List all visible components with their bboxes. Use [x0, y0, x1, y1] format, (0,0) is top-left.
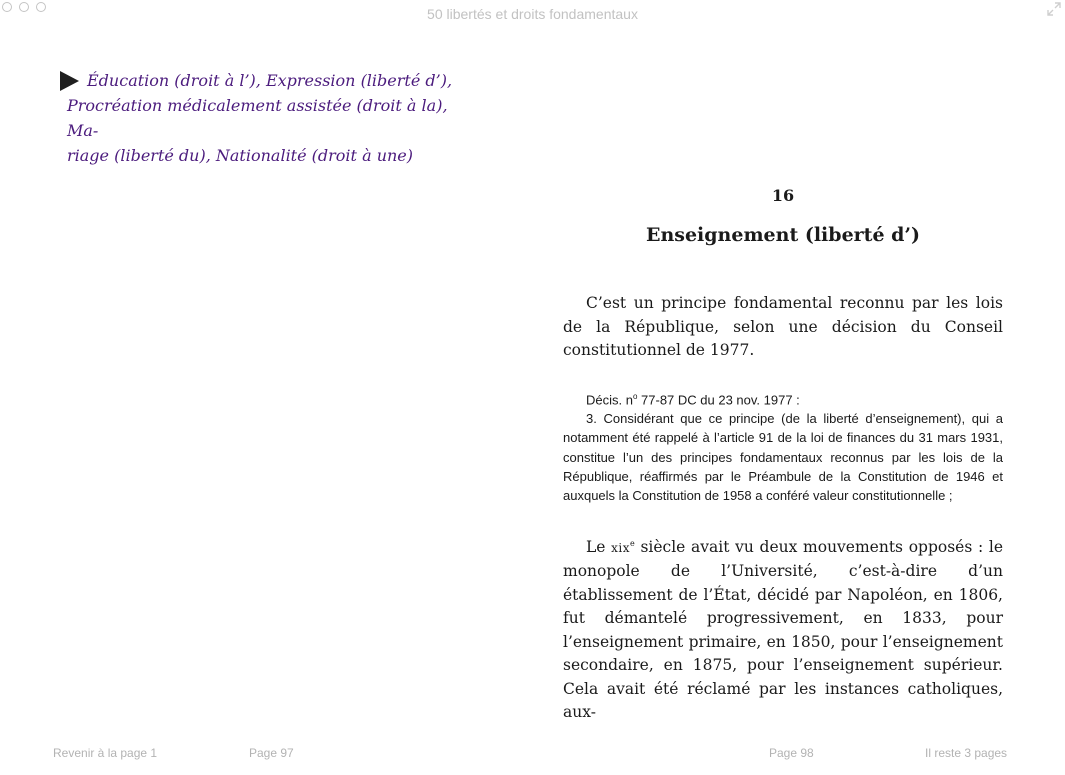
pages-remaining: Il reste 3 pages	[925, 746, 1008, 760]
related-links-line-2[interactable]: Procréation médicalement assistée (droit à la), Ma-	[67, 96, 448, 140]
legal-quote	[563, 387, 1003, 506]
left-page-number: Page 97	[249, 746, 294, 760]
chapter-title: Enseignement (liberté d’)	[645, 224, 921, 246]
related-links-line-1[interactable]: Éducation (droit à l’), Expression (liberté d’),	[87, 71, 453, 90]
chapter-number: 16	[771, 186, 795, 205]
back-to-page-1-link[interactable]: Revenir à la page 1	[53, 746, 158, 760]
right-page-number: Page 98	[769, 746, 814, 760]
paragraph-history: Le xix$^e$ siècle avait vu deux mouvements opposés : le monopole de l’Université, c’est-à-dire d’un établissement de l’État, décidé par Napoléon, en 1806, fut démantelé progressivement, en 1833, pour l’enseignement primaire, en 1850, pour l’enseignement secondaire, en 1875, pour l’enseignement supérieur. Cela avait été réclamé par les instances catholiques, aux-	[563, 537, 1003, 722]
paragraph-intro: C’est un principe fondamental reconnu par les lois de la République, selon une décision du Conseil constitutionnel de 1977.	[563, 294, 1003, 359]
left-page	[60, 68, 460, 168]
window-title: 50 libertés et droits fondamentaux	[427, 6, 638, 22]
title-bar	[0, 0, 1065, 30]
quote-heading: Décis. $n^o$ 77-87 DC du 23 nov. 1977 :	[586, 391, 800, 407]
related-links-line-3[interactable]: riage (liberté du), Nationalité (droit à une)	[67, 146, 414, 165]
related-links[interactable]	[60, 68, 460, 168]
right-page	[563, 186, 1003, 725]
fullscreen-icon[interactable]	[1047, 2, 1061, 16]
quote-body: 3. Considérant que ce principe (de la liberté d’enseignement), qui a notamment été rappelé à l’article 91 de la loi de finances du 31 mars 1931, constitue l’un des principes fondamentaux reconnus par les lois de la République, réaffirmés par le Préambule de la Constitution de 1946 et auxquels la Constitution de 1958 a conféré valeur constitutionnelle ;	[563, 411, 1003, 504]
